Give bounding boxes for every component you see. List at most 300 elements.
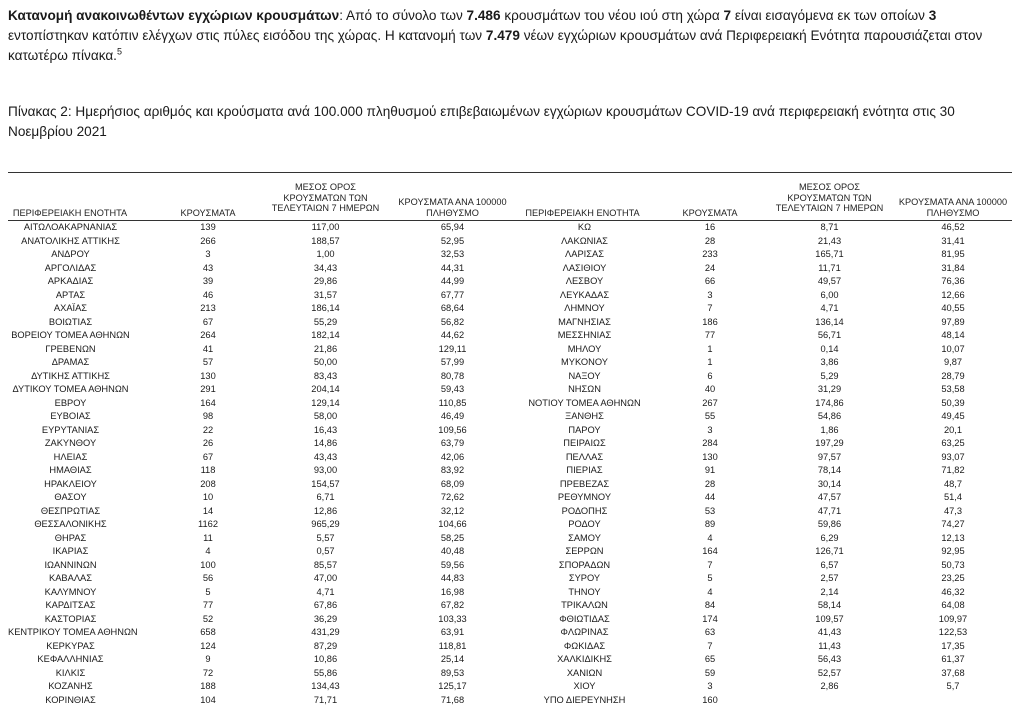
table-row xyxy=(0,614,1024,626)
left-per100k-cell: 52,95 xyxy=(440,235,465,246)
right-region-cell: ΛΑΡΙΣΑΣ xyxy=(565,249,604,259)
left-avg-cell: 71,71 xyxy=(313,694,338,705)
left-avg-cell: 55,29 xyxy=(313,316,338,327)
table-row xyxy=(0,492,1024,504)
right-per100k-cell: 63,25 xyxy=(941,438,965,448)
right-region-cell: ΛΕΥΚΑΔΑΣ xyxy=(559,289,610,300)
header-region-right: ΠΕΡΙΦΕΡΕΙΑΚΗ ΕΝΟΤΗΤΑ xyxy=(525,208,640,218)
table-row xyxy=(0,681,1024,693)
right-avg-cell: 49,57 xyxy=(817,276,842,286)
right-per100k-cell: 5,7 xyxy=(946,681,960,691)
right-cases-cell: 186 xyxy=(702,316,718,327)
left-region-cell: ΗΜΑΘΙΑΣ xyxy=(49,465,92,475)
right-cases-cell: 24 xyxy=(704,262,716,273)
table-row xyxy=(0,425,1024,437)
right-region-cell: ΝΗΣΩΝ xyxy=(568,384,601,394)
left-per100k-cell: 56,82 xyxy=(440,316,465,327)
table-row xyxy=(0,317,1024,329)
left-cases-cell: 26 xyxy=(202,438,214,448)
right-avg-cell: 21,43 xyxy=(817,235,842,246)
left-per100k-cell: 118,81 xyxy=(438,640,467,651)
left-cases-cell: 43 xyxy=(202,262,214,273)
left-region-cell: ΗΛΕΙΑΣ xyxy=(53,451,88,462)
left-per100k-cell: 63,91 xyxy=(440,627,465,637)
right-per100k-cell: 81,95 xyxy=(941,249,965,259)
left-avg-cell: 47,00 xyxy=(313,573,338,583)
right-cases-cell: 5 xyxy=(707,573,713,583)
left-per100k-cell: 89,53 xyxy=(440,667,465,678)
left-cases-cell: 188 xyxy=(200,681,216,691)
left-per100k-cell: 104,66 xyxy=(438,519,467,529)
right-region-cell: ΣΠΟΡΑΔΩΝ xyxy=(558,559,611,570)
right-region-cell: ΠΡΕΒΕΖΑΣ xyxy=(559,478,610,489)
right-region-cell: ΛΗΜΝΟΥ xyxy=(564,303,605,313)
table-row xyxy=(0,560,1024,572)
right-cases-cell: 3 xyxy=(707,289,713,300)
left-per100k-cell: 57,99 xyxy=(440,357,465,367)
right-avg-cell: 78,14 xyxy=(817,465,842,475)
left-per100k-cell: 32,12 xyxy=(440,505,465,516)
left-per100k-cell: 44,99 xyxy=(440,276,465,286)
right-avg-cell: 197,29 xyxy=(815,438,844,448)
right-region-cell: ΥΠΟ ΔΙΕΡΕΥΝΗΣΗ xyxy=(543,694,626,705)
table-row xyxy=(0,479,1024,491)
left-region-cell: ΑΝΔΡΟΥ xyxy=(51,249,90,259)
left-avg-cell: 4,71 xyxy=(316,586,335,597)
left-avg-cell: 93,00 xyxy=(313,465,338,475)
left-avg-cell: 134,43 xyxy=(311,681,340,691)
right-avg-cell: 165,71 xyxy=(815,249,844,259)
right-cases-cell: 267 xyxy=(702,397,718,408)
right-cases-cell: 7 xyxy=(707,303,713,313)
left-per100k-cell: 44,62 xyxy=(440,330,465,340)
left-cases-cell: 14 xyxy=(202,505,214,516)
intro-text-5: νέων εγχώριων κρουσμάτων ανά Περιφερειακή Ενότητα παρουσιάζεται στον κατωτέρω πίνακα. xyxy=(8,28,983,63)
table-row xyxy=(0,452,1024,464)
left-avg-cell: 21,86 xyxy=(313,343,338,354)
left-cases-cell: 658 xyxy=(200,627,216,637)
right-per100k-cell: 49,45 xyxy=(941,411,965,421)
right-per100k-cell: 61,37 xyxy=(941,654,965,664)
right-avg-cell: 3,86 xyxy=(820,357,839,367)
left-cases-cell: 9 xyxy=(205,654,211,664)
left-region-cell: ΕΥΒΟΙΑΣ xyxy=(50,411,91,421)
right-cases-cell: 16 xyxy=(704,222,716,232)
left-cases-cell: 264 xyxy=(200,330,216,340)
right-avg-cell: 56,43 xyxy=(817,654,842,664)
left-region-cell: ΑΡΤΑΣ xyxy=(55,289,86,300)
right-avg-cell: 11,43 xyxy=(818,640,841,651)
header-cases-left: ΚΡΟΥΣΜΑΤΑ xyxy=(180,208,236,218)
right-cases-cell: 53 xyxy=(704,505,716,516)
right-avg-cell: 52,57 xyxy=(817,667,842,678)
left-region-cell: ΗΡΑΚΛΕΙΟΥ xyxy=(44,478,97,489)
left-cases-cell: 208 xyxy=(200,478,216,489)
right-per100k-cell: 122,53 xyxy=(938,627,968,637)
left-cases-cell: 291 xyxy=(200,384,216,394)
right-per100k-cell: 109,97 xyxy=(938,613,968,624)
table-row xyxy=(0,695,1024,707)
right-per100k-cell: 76,36 xyxy=(941,276,965,286)
right-region-cell: ΧΑΛΚΙΔΙΚΗΣ xyxy=(557,654,612,664)
left-per100k-cell: 80,78 xyxy=(440,370,465,381)
left-cases-cell: 1162 xyxy=(198,519,218,529)
left-avg-cell: 188,57 xyxy=(311,235,340,246)
right-cases-cell: 3 xyxy=(707,424,713,435)
left-per100k-cell: 103,33 xyxy=(438,613,467,624)
right-avg-cell: 58,14 xyxy=(817,600,842,610)
right-avg-cell: 11,71 xyxy=(818,262,841,273)
left-cases-cell: 4 xyxy=(205,546,211,556)
intro-footnote: 5 xyxy=(116,46,122,57)
intro-text-2: κρουσμάτων του νέου ιού στη χώρα xyxy=(500,8,724,23)
right-region-cell: ΤΗΝΟΥ xyxy=(568,586,601,597)
left-per100k-cell: 59,56 xyxy=(440,559,465,570)
left-avg-cell: 5,57 xyxy=(316,532,335,543)
intro-paragraph xyxy=(8,6,1016,66)
table-row xyxy=(0,276,1024,288)
right-per100k-cell: 28,79 xyxy=(941,370,965,381)
header-region-left: ΠΕΡΙΦΕΡΕΙΑΚΗ ΕΝΟΤΗΤΑ xyxy=(12,208,128,218)
right-per100k-cell: 50,39 xyxy=(941,397,965,408)
left-per100k-cell: 32,53 xyxy=(440,249,465,259)
right-region-cell: ΛΑΚΩΝΙΑΣ xyxy=(561,235,608,246)
left-avg-cell: 10,86 xyxy=(313,654,338,664)
left-per100k-cell: 59,43 xyxy=(440,384,465,394)
left-per100k-cell: 40,48 xyxy=(440,546,465,556)
right-cases-cell: 4 xyxy=(707,586,713,597)
right-per100k-cell: 74,27 xyxy=(941,519,965,529)
table-row xyxy=(0,654,1024,666)
right-avg-cell: 5,29 xyxy=(820,370,839,381)
left-per100k-cell: 68,09 xyxy=(440,478,465,489)
right-cases-cell: 77 xyxy=(704,330,716,340)
right-cases-cell: 28 xyxy=(704,235,716,246)
right-cases-cell: 174 xyxy=(702,613,718,624)
table-caption: Πίνακας 2: Ημερήσιος αριθμός και κρούσματα ανά 100.000 πληθυσμού επιβεβαιωμένων εγχώριων κρουσμάτων COVID-19 ανά περιφερειακή ενότητα στις 30 Νοεμβρίου 2021 xyxy=(8,104,955,139)
right-avg-cell: 109,57 xyxy=(815,613,844,624)
table-row xyxy=(0,546,1024,558)
table-row xyxy=(0,533,1024,545)
right-cases-cell: 3 xyxy=(707,681,713,691)
left-avg-cell: 16,43 xyxy=(313,424,338,435)
right-per100k-cell: 64,08 xyxy=(941,600,965,610)
right-region-cell: ΛΕΣΒΟΥ xyxy=(565,276,604,286)
left-per100k-cell: 44,31 xyxy=(440,262,465,273)
left-cases-cell: 52 xyxy=(202,613,214,624)
left-region-cell: ΘΗΡΑΣ xyxy=(54,532,87,543)
table-row xyxy=(0,357,1024,369)
left-region-cell: ΚΟΡΙΝΘΙΑΣ xyxy=(45,694,96,705)
right-cases-cell: 164 xyxy=(702,546,718,556)
right-per100k-cell: 93,07 xyxy=(941,451,965,462)
left-avg-cell: 129,14 xyxy=(311,397,340,408)
right-cases-cell: 89 xyxy=(704,519,716,529)
left-cases-cell: 118 xyxy=(200,465,216,475)
table-row xyxy=(0,465,1024,477)
right-cases-cell: 4 xyxy=(707,532,713,543)
left-per100k-cell: 129,11 xyxy=(438,343,467,354)
left-cases-cell: 5 xyxy=(205,586,211,597)
right-cases-cell: 160 xyxy=(702,694,718,705)
left-per100k-cell: 110,85 xyxy=(438,397,467,408)
header-per100k-left: ΚΡΟΥΣΜΑΤΑ ΑΝΑ 100000 ΠΛΗΘΥΣΜΟ xyxy=(398,197,507,218)
right-region-cell: ΜΗΛΟΥ xyxy=(567,343,602,354)
right-region-cell: ΧΙΟΥ xyxy=(573,681,596,691)
right-avg-cell: 8,71 xyxy=(820,222,839,232)
left-avg-cell: 34,43 xyxy=(313,262,338,273)
left-region-cell: ΘΕΣΣΑΛΟΝΙΚΗΣ xyxy=(34,519,107,529)
left-avg-cell: 43,43 xyxy=(313,451,338,462)
intro-text-4: εντοπίστηκαν κατόπιν ελέγχων στις πύλες εισόδου της χώρας. Η κατανομή των xyxy=(8,28,486,43)
right-cases-cell: 84 xyxy=(704,600,716,610)
table-row xyxy=(0,303,1024,315)
left-region-cell: ΕΥΡΥΤΑΝΙΑΣ xyxy=(41,424,100,435)
right-per100k-cell: 48,7 xyxy=(943,478,963,489)
right-cases-cell: 233 xyxy=(702,249,718,259)
left-region-cell: ΑΙΤΩΛΟΑΚΑΡΝΑΝΙΑΣ xyxy=(23,222,118,232)
left-per100k-cell: 67,77 xyxy=(440,289,465,300)
left-avg-cell: 0,57 xyxy=(316,546,335,556)
left-region-cell: ΔΡΑΜΑΣ xyxy=(51,357,90,367)
left-avg-cell: 117,00 xyxy=(311,222,340,232)
right-avg-cell: 97,57 xyxy=(817,451,842,462)
right-per100k-cell: 37,68 xyxy=(941,667,965,678)
right-cases-cell: 7 xyxy=(707,640,713,651)
right-region-cell: ΡΕΘΥΜΝΟΥ xyxy=(557,492,612,502)
right-region-cell: ΚΩ xyxy=(577,222,592,232)
right-avg-cell: 6,00 xyxy=(820,289,839,300)
left-avg-cell: 67,86 xyxy=(313,600,338,610)
right-cases-cell: 66 xyxy=(704,276,716,286)
left-cases-cell: 41 xyxy=(202,343,214,354)
left-cases-cell: 104 xyxy=(200,694,216,705)
right-per100k-cell: 12,66 xyxy=(941,289,965,300)
left-region-cell: ΒΟΙΩΤΙΑΣ xyxy=(48,316,93,327)
right-per100k-cell: 23,25 xyxy=(941,573,965,583)
left-avg-cell: 85,57 xyxy=(313,559,338,570)
right-avg-cell: 54,86 xyxy=(817,411,842,421)
left-per100k-cell: 68,64 xyxy=(440,303,465,313)
table-row xyxy=(0,330,1024,342)
right-region-cell: ΜΥΚΟΝΟΥ xyxy=(561,357,608,367)
left-avg-cell: 431,29 xyxy=(311,627,340,637)
left-region-cell: ΚΕΦΑΛΛΗΝΙΑΣ xyxy=(37,654,104,664)
left-avg-cell: 14,86 xyxy=(313,438,338,448)
left-cases-cell: 67 xyxy=(202,316,214,327)
right-avg-cell: 174,86 xyxy=(815,397,844,408)
right-region-cell: ΠΙΕΡΙΑΣ xyxy=(566,465,603,475)
right-per100k-cell: 92,95 xyxy=(941,546,965,556)
left-avg-cell: 186,14 xyxy=(311,303,340,313)
left-cases-cell: 130 xyxy=(200,370,216,381)
right-avg-cell: 6,57 xyxy=(820,559,839,570)
left-cases-cell: 124 xyxy=(200,640,216,651)
right-region-cell: ΛΑΣΙΘΙΟΥ xyxy=(562,262,607,273)
left-avg-cell: 6,71 xyxy=(316,492,335,502)
right-per100k-cell: 97,89 xyxy=(941,316,965,327)
right-cases-cell: 91 xyxy=(704,465,716,475)
right-region-cell: ΞΑΝΘΗΣ xyxy=(565,411,604,421)
left-avg-cell: 58,00 xyxy=(313,411,338,421)
header-avg-right: ΜΕΣΟΣ ΟΡΟΣ ΚΡΟΥΣΜΑΤΩΝ ΤΩΝ ΤΕΛΕΥΤΑΙΩΝ 7 ΗΜΕΡΩΝ xyxy=(775,182,884,213)
left-cases-cell: 46 xyxy=(202,289,214,300)
right-region-cell: ΤΡΙΚΑΛΩΝ xyxy=(561,600,608,610)
left-cases-cell: 10 xyxy=(202,492,214,502)
right-per100k-cell: 46,52 xyxy=(941,222,965,232)
left-per100k-cell: 83,92 xyxy=(440,465,465,475)
right-cases-cell: 63 xyxy=(704,627,716,637)
left-avg-cell: 965,29 xyxy=(311,519,340,529)
right-cases-cell: 65 xyxy=(704,654,716,664)
left-region-cell: ΑΝΑΤΟΛΙΚΗΣ ΑΤΤΙΚΗΣ xyxy=(21,235,120,246)
left-cases-cell: 11 xyxy=(203,532,213,543)
left-cases-cell: 3 xyxy=(205,249,211,259)
left-cases-cell: 77 xyxy=(202,600,214,610)
table-row xyxy=(0,249,1024,261)
left-region-cell: ΑΧΑΪΑΣ xyxy=(53,303,88,313)
right-region-cell: ΣΑΜΟΥ xyxy=(568,532,601,543)
right-cases-cell: 59 xyxy=(704,667,716,678)
left-per100k-cell: 71,68 xyxy=(440,694,465,705)
left-cases-cell: 72 xyxy=(202,667,214,678)
left-per100k-cell: 72,62 xyxy=(440,492,465,502)
right-avg-cell: 2,86 xyxy=(820,681,839,691)
right-per100k-cell: 9,87 xyxy=(943,357,963,367)
left-avg-cell: 154,57 xyxy=(311,478,340,489)
right-per100k-cell: 40,55 xyxy=(941,303,965,313)
table-row xyxy=(0,384,1024,396)
right-avg-cell: 47,71 xyxy=(817,505,842,516)
intro-domestic: 7.479 xyxy=(485,28,520,43)
left-cases-cell: 57 xyxy=(202,357,214,367)
table-row xyxy=(0,222,1024,234)
left-region-cell: ΑΡΚΑΔΙΑΣ xyxy=(47,276,94,286)
right-per100k-cell: 31,84 xyxy=(941,262,965,273)
left-cases-cell: 56 xyxy=(202,573,214,583)
left-per100k-cell: 25,14 xyxy=(440,654,465,664)
left-region-cell: ΒΟΡΕΙΟΥ ΤΟΜΕΑ ΑΘΗΝΩΝ xyxy=(11,330,130,340)
left-per100k-cell: 44,83 xyxy=(440,573,465,583)
left-region-cell: ΚΕΝΤΡΙΚΟΥ ΤΟΜΕΑ ΑΘΗΝΩΝ xyxy=(8,627,138,637)
right-per100k-cell: 53,58 xyxy=(941,384,965,394)
table-row xyxy=(0,411,1024,423)
right-per100k-cell: 46,32 xyxy=(941,586,965,597)
right-per100k-cell: 12,13 xyxy=(941,532,965,543)
left-region-cell: ΑΡΓΟΛΙΔΑΣ xyxy=(44,262,97,273)
right-cases-cell: 1 xyxy=(707,343,713,354)
right-avg-cell: 1,86 xyxy=(820,424,839,435)
left-per100k-cell: 67,82 xyxy=(440,600,465,610)
right-per100k-cell: 48,14 xyxy=(941,330,965,340)
right-region-cell: ΠΑΡΟΥ xyxy=(568,424,601,435)
left-avg-cell: 50,00 xyxy=(313,357,338,367)
table-top-rule xyxy=(8,172,1012,173)
right-avg-cell: 6,29 xyxy=(820,532,839,543)
table-row xyxy=(0,641,1024,653)
right-region-cell: ΡΟΔΟΥ xyxy=(568,519,601,529)
left-region-cell: ΚΙΛΚΙΣ xyxy=(55,667,86,678)
right-avg-cell: 2,57 xyxy=(820,573,839,583)
right-cases-cell: 1 xyxy=(707,357,713,367)
right-avg-cell: 2,14 xyxy=(820,586,839,597)
left-avg-cell: 36,29 xyxy=(313,613,338,624)
right-region-cell: ΝΟΤΙΟΥ ΤΟΜΕΑ ΑΘΗΝΩΝ xyxy=(528,397,641,408)
left-per100k-cell: 46,49 xyxy=(440,411,465,421)
right-per100k-cell: 47,3 xyxy=(943,505,963,516)
left-region-cell: ΚΑΒΑΛΑΣ xyxy=(49,573,92,583)
left-region-cell: ΕΒΡΟΥ xyxy=(54,397,87,408)
left-avg-cell: 12,86 xyxy=(313,505,338,516)
left-avg-cell: 1,00 xyxy=(316,249,335,259)
left-region-cell: ΚΟΖΑΝΗΣ xyxy=(48,681,93,691)
left-avg-cell: 87,29 xyxy=(313,640,338,651)
left-per100k-cell: 63,79 xyxy=(440,438,465,448)
right-per100k-cell: 20,1 xyxy=(943,424,963,435)
right-cases-cell: 40 xyxy=(704,384,716,394)
right-per100k-cell: 51,4 xyxy=(943,492,963,502)
table-row xyxy=(0,263,1024,275)
intro-heading: Κατανομή ανακοινωθέντων εγχώριων κρουσμάτων xyxy=(8,8,340,23)
intro-imported: 7 xyxy=(723,8,732,23)
right-cases-cell: 284 xyxy=(702,438,718,448)
left-per100k-cell: 125,17 xyxy=(438,681,467,691)
right-cases-cell: 7 xyxy=(707,559,713,570)
left-avg-cell: 31,57 xyxy=(313,289,338,300)
left-region-cell: ΘΕΣΠΡΩΤΙΑΣ xyxy=(40,505,101,516)
header-avg-left: ΜΕΣΟΣ ΟΡΟΣ ΚΡΟΥΣΜΑΤΩΝ ΤΩΝ ΤΕΛΕΥΤΑΙΩΝ 7 ΗΜΕΡΩΝ xyxy=(271,182,380,213)
left-region-cell: ΙΚΑΡΙΑΣ xyxy=(52,546,89,556)
right-cases-cell: 28 xyxy=(704,478,716,489)
left-per100k-cell: 42,06 xyxy=(440,451,465,462)
left-region-cell: ΘΑΣΟΥ xyxy=(54,492,87,502)
table-row xyxy=(0,587,1024,599)
right-avg-cell: 126,71 xyxy=(815,546,844,556)
left-per100k-cell: 58,25 xyxy=(440,532,465,543)
left-per100k-cell: 16,98 xyxy=(440,586,465,597)
left-avg-cell: 204,14 xyxy=(311,384,340,394)
table-row xyxy=(0,600,1024,612)
left-cases-cell: 39 xyxy=(202,276,214,286)
left-region-cell: ΚΑΛΥΜΝΟΥ xyxy=(44,586,97,597)
right-avg-cell: 31,29 xyxy=(817,384,842,394)
left-region-cell: ΚΑΡΔΙΤΣΑΣ xyxy=(45,600,96,610)
right-avg-cell: 41,43 xyxy=(817,627,842,637)
left-region-cell: ΓΡΕΒΕΝΩΝ xyxy=(45,343,96,354)
right-cases-cell: 130 xyxy=(702,451,718,462)
right-region-cell: ΝΑΞΟΥ xyxy=(568,370,601,381)
right-avg-cell: 4,71 xyxy=(820,303,839,313)
table-row xyxy=(0,438,1024,450)
table-row xyxy=(0,371,1024,383)
right-avg-cell: 136,14 xyxy=(815,316,844,327)
left-avg-cell: 182,14 xyxy=(311,330,340,340)
right-cases-cell: 44 xyxy=(704,492,716,502)
right-avg-cell: 30,14 xyxy=(817,478,842,489)
right-region-cell: ΠΕΛΛΑΣ xyxy=(565,451,604,462)
header-per100k-right: ΚΡΟΥΣΜΑΤΑ ΑΝΑ 100000 ΠΛΗΘΥΣΜΟ xyxy=(898,197,1008,218)
left-cases-cell: 213 xyxy=(200,303,216,313)
right-per100k-cell: 10,07 xyxy=(941,343,965,354)
left-region-cell: ΖΑΚΥΝΘΟΥ xyxy=(44,438,97,448)
right-avg-cell: 56,71 xyxy=(817,330,842,340)
right-per100k-cell: 17,35 xyxy=(941,640,965,651)
table-row xyxy=(0,573,1024,585)
right-region-cell: ΦΩΚΙΔΑΣ xyxy=(563,640,606,651)
right-avg-cell: 59,86 xyxy=(817,519,842,529)
left-region-cell: ΚΑΣΤΟΡΙΑΣ xyxy=(44,613,97,624)
left-cases-cell: 100 xyxy=(200,559,216,570)
